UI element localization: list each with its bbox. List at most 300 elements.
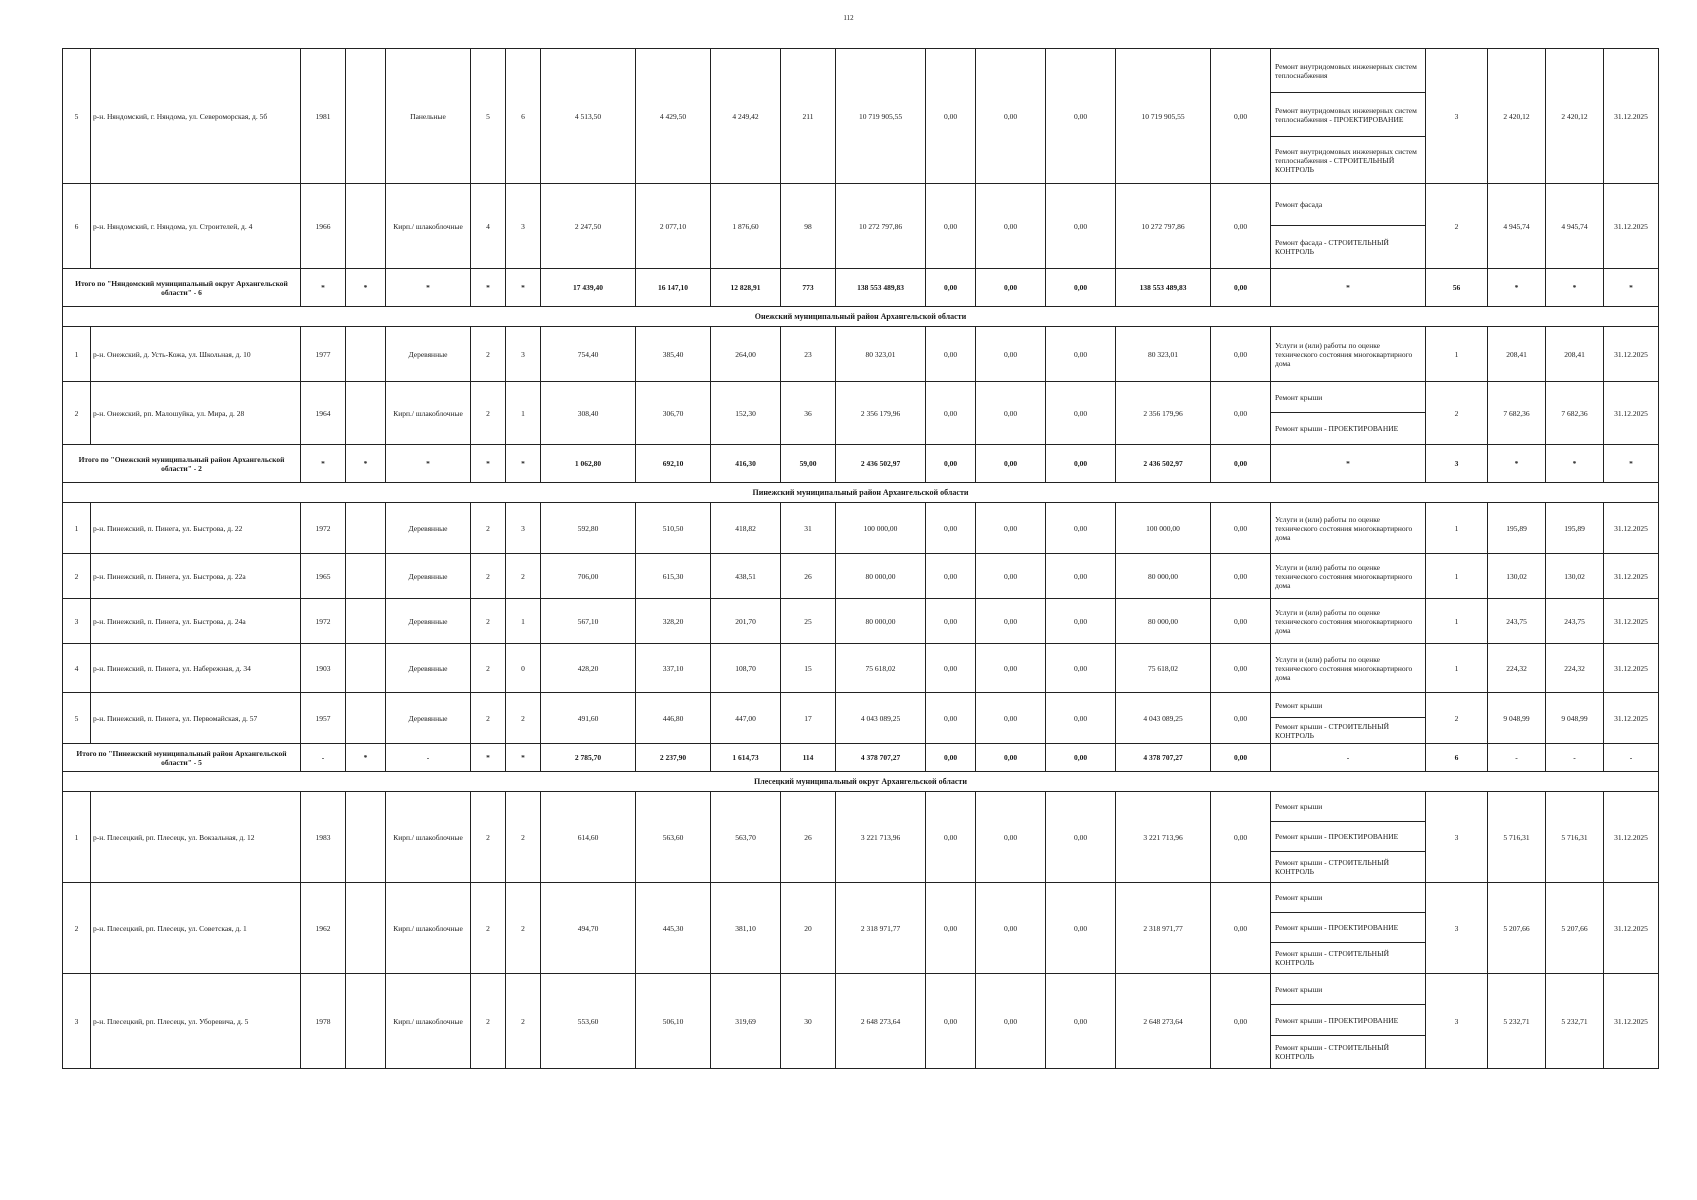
wall-material-cell: Деревянные (386, 644, 471, 693)
value-cell-a2: 563,60 (636, 792, 711, 883)
value-cell-people: 36 (781, 382, 836, 445)
row-number: 5 (63, 49, 91, 184)
entrances-cell: 6 (506, 49, 541, 184)
wall-material-cell: Деревянные (386, 503, 471, 554)
entrances-cell: 3 (506, 503, 541, 554)
work-type-item: Ремонт крыши - СТРОИТЕЛЬНЫЙ КОНТРОЛЬ (1275, 858, 1390, 876)
row-number: 2 (63, 382, 91, 445)
total-cell-floors: * (471, 744, 506, 772)
value-cell-f1: 0,00 (926, 599, 976, 644)
total-cell-f3: 0,00 (1046, 744, 1116, 772)
value-cell-f5: 0,00 (1211, 554, 1271, 599)
date-cell: 31.12.2025 (1604, 599, 1659, 644)
work-type-item: Услуги и (или) работы по оценке технического состояния многоквартирного дома (1275, 654, 1413, 682)
value-cell-f4: 2 648 273,64 (1116, 974, 1211, 1069)
value-cell-f4: 75 618,02 (1116, 644, 1211, 693)
total-cell-floors: * (471, 269, 506, 307)
total-row (63, 744, 1659, 772)
empty-cell (346, 644, 386, 693)
cost-cell-2: 5 232,71 (1546, 974, 1604, 1069)
value-cell-a1: 592,80 (541, 503, 636, 554)
value-cell-a2: 4 429,50 (636, 49, 711, 184)
value-cell-f4: 10 272 797,86 (1116, 184, 1211, 269)
value-cell-a2: 328,20 (636, 599, 711, 644)
value-cell-a2: 385,40 (636, 327, 711, 382)
address-cell: р-н. Пинежский, п. Пинега, ул. Быстрова, д. 22а (91, 554, 301, 599)
total-cell-cnt: 56 (1426, 269, 1488, 307)
address-cell: р-н. Пинежский, п. Пинега, ул. Первомайская, д. 57 (91, 693, 301, 744)
total-cell-f1: 0,00 (926, 269, 976, 307)
works-count-cell: 3 (1426, 792, 1488, 883)
value-cell-f5: 0,00 (1211, 693, 1271, 744)
value-cell-f5: 0,00 (1211, 644, 1271, 693)
entrances-cell: 1 (506, 382, 541, 445)
wall-material-cell: Кирп./ шлакоблочные (386, 883, 471, 974)
date-cell: 31.12.2025 (1604, 974, 1659, 1069)
row-number: 4 (63, 644, 91, 693)
value-cell-f5: 0,00 (1211, 503, 1271, 554)
value-cell-f4: 10 719 905,55 (1116, 49, 1211, 184)
value-cell-a3: 563,70 (711, 792, 781, 883)
wall-material-cell: Кирп./ шлакоблочные (386, 382, 471, 445)
date-cell: 31.12.2025 (1604, 49, 1659, 184)
value-cell-people: 17 (781, 693, 836, 744)
value-cell-f3: 0,00 (1046, 554, 1116, 599)
value-cell-f3: 0,00 (1046, 184, 1116, 269)
value-cell-f2: 0,00 (976, 883, 1046, 974)
work-type-item: Услуги и (или) работы по оценке технического состояния многоквартирного дома (1275, 340, 1413, 368)
address-cell: р-н. Онежский, д. Усть-Кожа, ул. Школьная, д. 10 (91, 327, 301, 382)
work-type-item: Ремонт крыши - ПРОЕКТИРОВАНИЕ (1271, 822, 1425, 852)
value-cell-sum: 10 272 797,86 (836, 184, 926, 269)
value-cell-sum: 80 323,01 (836, 327, 926, 382)
total-cell-f4: 2 436 502,97 (1116, 445, 1211, 483)
value-cell-f5: 0,00 (1211, 599, 1271, 644)
floors-cell: 5 (471, 49, 506, 184)
row-number: 2 (63, 554, 91, 599)
value-cell-a1: 754,40 (541, 327, 636, 382)
total-cell-date: * (1604, 445, 1659, 483)
value-cell-f4: 4 043 089,25 (1116, 693, 1211, 744)
value-cell-f1: 0,00 (926, 49, 976, 184)
value-cell-f1: 0,00 (926, 693, 976, 744)
value-cell-a2: 306,70 (636, 382, 711, 445)
value-cell-a2: 615,30 (636, 554, 711, 599)
table-row (63, 644, 1659, 693)
year-cell: 1966 (301, 184, 346, 269)
total-cell-cnt: 6 (1426, 744, 1488, 772)
row-number: 1 (63, 327, 91, 382)
row-number: 3 (63, 599, 91, 644)
total-cell-cnt: 3 (1426, 445, 1488, 483)
cost-cell-2: 224,32 (1546, 644, 1604, 693)
table-row (63, 49, 1659, 184)
section-title: Пинежский муниципальный район Архангельской области (63, 483, 1659, 503)
entrances-cell: 2 (506, 883, 541, 974)
date-cell: 31.12.2025 (1604, 184, 1659, 269)
year-cell: 1977 (301, 327, 346, 382)
value-cell-f2: 0,00 (976, 503, 1046, 554)
empty-cell (346, 792, 386, 883)
floors-cell: 2 (471, 382, 506, 445)
table-body (63, 49, 1659, 1069)
wall-material-cell: Деревянные (386, 693, 471, 744)
total-cell-c2: - (1546, 744, 1604, 772)
value-cell-f1: 0,00 (926, 184, 976, 269)
row-number: 1 (63, 503, 91, 554)
total-cell-date: - (1604, 744, 1659, 772)
empty-cell (346, 599, 386, 644)
works-cell (1271, 382, 1426, 445)
total-cell-f1: 0,00 (926, 445, 976, 483)
total-cell-wall: - (386, 744, 471, 772)
works-cell (1271, 554, 1426, 599)
value-cell-f5: 0,00 (1211, 792, 1271, 883)
value-cell-f1: 0,00 (926, 974, 976, 1069)
table-row (63, 693, 1659, 744)
value-cell-f3: 0,00 (1046, 883, 1116, 974)
total-cell-year: * (301, 269, 346, 307)
value-cell-f3: 0,00 (1046, 49, 1116, 184)
address-cell: р-н. Пинежский, п. Пинега, ул. Набережная, д. 34 (91, 644, 301, 693)
value-cell-a2: 445,30 (636, 883, 711, 974)
total-cell-f2: 0,00 (976, 269, 1046, 307)
work-type-item: Ремонт крыши (1271, 792, 1425, 822)
section-header-row (63, 772, 1659, 792)
works-cell (1271, 974, 1426, 1069)
empty-cell (346, 382, 386, 445)
total-cell-f4: 4 378 707,27 (1116, 744, 1211, 772)
total-cell-c1: * (1488, 269, 1546, 307)
entrances-cell: 3 (506, 184, 541, 269)
empty-cell (346, 974, 386, 1069)
total-cell-yr2: * (346, 269, 386, 307)
empty-cell (346, 327, 386, 382)
work-type-item: Ремонт крыши - СТРОИТЕЛЬНЫЙ КОНТРОЛЬ (1275, 949, 1390, 967)
work-type-item: Услуги и (или) работы по оценке технического состояния многоквартирного дома (1275, 562, 1413, 590)
total-cell-a1: 1 062,80 (541, 445, 636, 483)
date-cell: 31.12.2025 (1604, 644, 1659, 693)
floors-cell: 2 (471, 554, 506, 599)
total-cell-people: 59,00 (781, 445, 836, 483)
work-type-item: Ремонт крыши - СТРОИТЕЛЬНЫЙ КОНТРОЛЬ (1275, 721, 1390, 740)
address-cell: р-н. Няндомский, г. Няндома, ул. Строителей, д. 4 (91, 184, 301, 269)
total-cell-c1: - (1488, 744, 1546, 772)
page-number: 112 (843, 14, 854, 22)
total-cell-f2: 0,00 (976, 744, 1046, 772)
works-cell (1271, 599, 1426, 644)
works-count-cell: 1 (1426, 503, 1488, 554)
total-label: Итого по "Няндомский муниципальный округ Архангельской области" - 6 (63, 269, 301, 307)
value-cell-f2: 0,00 (976, 554, 1046, 599)
value-cell-f1: 0,00 (926, 327, 976, 382)
value-cell-f1: 0,00 (926, 503, 976, 554)
value-cell-a1: 491,60 (541, 693, 636, 744)
works-count-cell: 1 (1426, 599, 1488, 644)
wall-material-cell: Деревянные (386, 327, 471, 382)
value-cell-sum: 100 000,00 (836, 503, 926, 554)
table-row (63, 883, 1659, 974)
total-cell-year: * (301, 445, 346, 483)
value-cell-f2: 0,00 (976, 184, 1046, 269)
total-cell-f2: 0,00 (976, 445, 1046, 483)
address-cell: р-н. Пинежский, п. Пинега, ул. Быстрова, д. 22 (91, 503, 301, 554)
value-cell-a3: 438,51 (711, 554, 781, 599)
value-cell-a2: 506,10 (636, 974, 711, 1069)
empty-cell (346, 184, 386, 269)
value-cell-people: 20 (781, 883, 836, 974)
total-cell-f1: 0,00 (926, 744, 976, 772)
cost-cell-1: 4 945,74 (1488, 184, 1546, 269)
work-type-item: Услуги и (или) работы по оценке технического состояния многоквартирного дома (1275, 607, 1413, 635)
year-cell: 1983 (301, 792, 346, 883)
value-cell-f2: 0,00 (976, 327, 1046, 382)
total-cell-works: - (1271, 744, 1426, 772)
value-cell-f5: 0,00 (1211, 974, 1271, 1069)
value-cell-sum: 80 000,00 (836, 554, 926, 599)
total-cell-a3: 416,30 (711, 445, 781, 483)
value-cell-sum: 75 618,02 (836, 644, 926, 693)
value-cell-sum: 3 221 713,96 (836, 792, 926, 883)
value-cell-f1: 0,00 (926, 644, 976, 693)
works-count-cell: 1 (1426, 644, 1488, 693)
cost-cell-2: 2 420,12 (1546, 49, 1604, 184)
cost-cell-1: 208,41 (1488, 327, 1546, 382)
value-cell-sum: 80 000,00 (836, 599, 926, 644)
value-cell-f1: 0,00 (926, 792, 976, 883)
total-cell-entr: * (506, 445, 541, 483)
table-row (63, 792, 1659, 883)
value-cell-a1: 706,00 (541, 554, 636, 599)
value-cell-sum: 2 648 273,64 (836, 974, 926, 1069)
table-row (63, 327, 1659, 382)
value-cell-a3: 4 249,42 (711, 49, 781, 184)
total-cell-sum: 138 553 489,83 (836, 269, 926, 307)
year-cell: 1972 (301, 599, 346, 644)
year-cell: 1957 (301, 693, 346, 744)
value-cell-a3: 152,30 (711, 382, 781, 445)
works-count-cell: 2 (1426, 693, 1488, 744)
table-row (63, 184, 1659, 269)
value-cell-f4: 3 221 713,96 (1116, 792, 1211, 883)
cost-cell-2: 5 207,66 (1546, 883, 1604, 974)
value-cell-f3: 0,00 (1046, 693, 1116, 744)
value-cell-f3: 0,00 (1046, 792, 1116, 883)
value-cell-f4: 2 318 971,77 (1116, 883, 1211, 974)
value-cell-f2: 0,00 (976, 49, 1046, 184)
cost-cell-2: 130,02 (1546, 554, 1604, 599)
works-cell (1271, 792, 1426, 883)
works-count-cell: 3 (1426, 974, 1488, 1069)
works-cell (1271, 644, 1426, 693)
works-cell (1271, 49, 1426, 184)
total-row (63, 269, 1659, 307)
works-count-cell: 2 (1426, 382, 1488, 445)
works-count-cell: 1 (1426, 554, 1488, 599)
value-cell-f4: 80 000,00 (1116, 554, 1211, 599)
total-cell-entr: * (506, 744, 541, 772)
value-cell-f4: 80 000,00 (1116, 599, 1211, 644)
value-cell-people: 98 (781, 184, 836, 269)
value-cell-people: 25 (781, 599, 836, 644)
section-header-row (63, 307, 1659, 327)
total-cell-people: 114 (781, 744, 836, 772)
address-cell: р-н. Плесецкий, рп. Плесецк, ул. Вокзальная, д. 12 (91, 792, 301, 883)
total-cell-f5: 0,00 (1211, 269, 1271, 307)
date-cell: 31.12.2025 (1604, 554, 1659, 599)
entrances-cell: 2 (506, 974, 541, 1069)
section-title: Плесецкий муниципальный округ Архангельской области (63, 772, 1659, 792)
cost-cell-1: 195,89 (1488, 503, 1546, 554)
value-cell-a3: 319,69 (711, 974, 781, 1069)
value-cell-f1: 0,00 (926, 554, 976, 599)
value-cell-a3: 264,00 (711, 327, 781, 382)
work-type-item: Ремонт крыши (1271, 382, 1425, 413)
works-cell (1271, 327, 1426, 382)
total-cell-wall: * (386, 445, 471, 483)
section-title: Онежский муниципальный район Архангельской области (63, 307, 1659, 327)
year-cell: 1981 (301, 49, 346, 184)
value-cell-a3: 381,10 (711, 883, 781, 974)
value-cell-a2: 2 077,10 (636, 184, 711, 269)
cost-cell-2: 4 945,74 (1546, 184, 1604, 269)
empty-cell (346, 554, 386, 599)
work-type-item: Услуги и (или) работы по оценке технического состояния многоквартирного дома (1275, 514, 1413, 542)
table-row (63, 554, 1659, 599)
year-cell: 1962 (301, 883, 346, 974)
work-type-item: Ремонт крыши - ПРОЕКТИРОВАНИЕ (1275, 424, 1399, 433)
entrances-cell: 3 (506, 327, 541, 382)
date-cell: 31.12.2025 (1604, 503, 1659, 554)
row-number: 1 (63, 792, 91, 883)
floors-cell: 2 (471, 599, 506, 644)
floors-cell: 2 (471, 644, 506, 693)
work-type-item: Ремонт крыши (1271, 693, 1425, 718)
total-cell-floors: * (471, 445, 506, 483)
empty-cell (346, 49, 386, 184)
address-cell: р-н. Онежский, рп. Малошуйка, ул. Мира, д. 28 (91, 382, 301, 445)
value-cell-f2: 0,00 (976, 599, 1046, 644)
value-cell-a1: 494,70 (541, 883, 636, 974)
cost-cell-1: 7 682,36 (1488, 382, 1546, 445)
value-cell-f4: 80 323,01 (1116, 327, 1211, 382)
cost-cell-1: 5 232,71 (1488, 974, 1546, 1069)
total-cell-works: * (1271, 445, 1426, 483)
value-cell-f3: 0,00 (1046, 644, 1116, 693)
work-type-item: Ремонт крыши - ПРОЕКТИРОВАНИЕ (1271, 1005, 1425, 1036)
value-cell-f5: 0,00 (1211, 382, 1271, 445)
entrances-cell: 2 (506, 792, 541, 883)
value-cell-a2: 510,50 (636, 503, 711, 554)
table-row (63, 599, 1659, 644)
value-cell-people: 31 (781, 503, 836, 554)
floors-cell: 2 (471, 883, 506, 974)
value-cell-a1: 567,10 (541, 599, 636, 644)
total-cell-c1: * (1488, 445, 1546, 483)
works-count-cell: 3 (1426, 883, 1488, 974)
wall-material-cell: Деревянные (386, 599, 471, 644)
value-cell-f2: 0,00 (976, 974, 1046, 1069)
value-cell-a1: 428,20 (541, 644, 636, 693)
total-cell-f3: 0,00 (1046, 269, 1116, 307)
total-cell-a3: 12 828,91 (711, 269, 781, 307)
total-cell-a3: 1 614,73 (711, 744, 781, 772)
value-cell-f4: 2 356 179,96 (1116, 382, 1211, 445)
value-cell-f2: 0,00 (976, 792, 1046, 883)
value-cell-f2: 0,00 (976, 644, 1046, 693)
total-cell-f4: 138 553 489,83 (1116, 269, 1211, 307)
total-cell-a2: 692,10 (636, 445, 711, 483)
value-cell-sum: 2 356 179,96 (836, 382, 926, 445)
date-cell: 31.12.2025 (1604, 792, 1659, 883)
work-type-item: Ремонт внутридомовых инженерных систем теплоснабжения (1271, 49, 1425, 93)
value-cell-people: 23 (781, 327, 836, 382)
works-cell (1271, 184, 1426, 269)
value-cell-f5: 0,00 (1211, 49, 1271, 184)
value-cell-f5: 0,00 (1211, 883, 1271, 974)
cost-cell-2: 7 682,36 (1546, 382, 1604, 445)
works-cell (1271, 693, 1426, 744)
row-number: 2 (63, 883, 91, 974)
total-cell-f5: 0,00 (1211, 744, 1271, 772)
value-cell-sum: 10 719 905,55 (836, 49, 926, 184)
value-cell-people: 26 (781, 554, 836, 599)
works-count-cell: 1 (1426, 327, 1488, 382)
value-cell-f3: 0,00 (1046, 382, 1116, 445)
total-label: Итого по "Пинежский муниципальный район Архангельской области" - 5 (63, 744, 301, 772)
date-cell: 31.12.2025 (1604, 327, 1659, 382)
floors-cell: 4 (471, 184, 506, 269)
floors-cell: 2 (471, 503, 506, 554)
table-row (63, 974, 1659, 1069)
total-cell-c2: * (1546, 269, 1604, 307)
address-cell: р-н. Плесецкий, рп. Плесецк, ул. Советская, д. 1 (91, 883, 301, 974)
work-type-item: Ремонт крыши - ПРОЕКТИРОВАНИЕ (1271, 913, 1425, 943)
total-cell-a2: 16 147,10 (636, 269, 711, 307)
total-cell-year: - (301, 744, 346, 772)
value-cell-f5: 0,00 (1211, 184, 1271, 269)
value-cell-people: 26 (781, 792, 836, 883)
table-row (63, 503, 1659, 554)
cost-cell-2: 243,75 (1546, 599, 1604, 644)
value-cell-a3: 1 876,60 (711, 184, 781, 269)
total-cell-wall: * (386, 269, 471, 307)
address-cell: р-н. Пинежский, п. Пинега, ул. Быстрова, д. 24а (91, 599, 301, 644)
value-cell-a3: 447,00 (711, 693, 781, 744)
value-cell-a1: 553,60 (541, 974, 636, 1069)
value-cell-f2: 0,00 (976, 382, 1046, 445)
cost-cell-1: 9 048,99 (1488, 693, 1546, 744)
works-cell (1271, 503, 1426, 554)
cost-cell-1: 5 716,31 (1488, 792, 1546, 883)
work-type-item: Ремонт крыши - СТРОИТЕЛЬНЫЙ КОНТРОЛЬ (1275, 1043, 1390, 1061)
empty-cell (346, 693, 386, 744)
entrances-cell: 2 (506, 554, 541, 599)
wall-material-cell: Деревянные (386, 554, 471, 599)
value-cell-a1: 614,60 (541, 792, 636, 883)
year-cell: 1903 (301, 644, 346, 693)
value-cell-f3: 0,00 (1046, 599, 1116, 644)
value-cell-a3: 108,70 (711, 644, 781, 693)
total-cell-people: 773 (781, 269, 836, 307)
wall-material-cell: Панельные (386, 49, 471, 184)
date-cell: 31.12.2025 (1604, 382, 1659, 445)
value-cell-f1: 0,00 (926, 382, 976, 445)
section-header-row (63, 483, 1659, 503)
total-row (63, 445, 1659, 483)
work-type-item: Ремонт внутридомовых инженерных систем теплоснабжения - ПРОЕКТИРОВАНИЕ (1271, 93, 1425, 137)
work-type-item: Ремонт крыши (1271, 974, 1425, 1005)
